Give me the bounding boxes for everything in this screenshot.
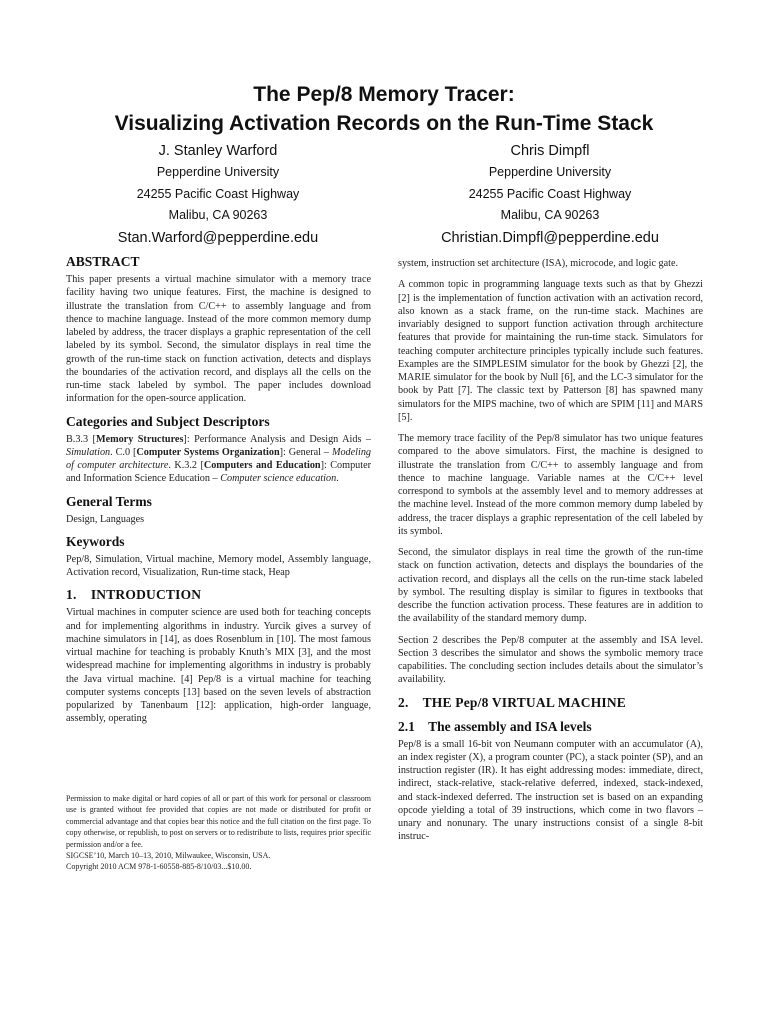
author-affiliation: Pepperdine University bbox=[488, 165, 612, 179]
copyright-info: Copyright 2010 ACM 978-1-60558-885-8/10/03...$10.00. bbox=[66, 862, 252, 872]
author-address: 24255 Pacific Coast Highway bbox=[136, 186, 300, 201]
author-block-1 bbox=[68, 140, 368, 249]
author-name: Chris Dimpfl bbox=[510, 143, 590, 159]
author-address: 24255 Pacific Coast Highway bbox=[468, 186, 632, 201]
author-name: J. Stanley Warford bbox=[158, 143, 278, 159]
cat-text: . bbox=[336, 473, 339, 485]
paragraph: The memory trace facility of the Pep/8 simulator has two unique features compared to the above simulators. First, the machine is designed to illustrate the translation from C/C++ to assembly language and from thence to machine language. Variable names at the C/C++ level correspond to symbols at the assembly level and to memory addresses at the machine level. Instead of the more common memory dump labeled by address, the tracer displays a graphic representation of the cell labeled by its symbol. bbox=[398, 433, 703, 537]
keywords-text: Pep/8, Simulation, Virtual machine, Memory model, Assembly language, Activation record, Visualization, Run-time stack, Heap bbox=[66, 553, 371, 578]
left-column bbox=[66, 254, 371, 734]
introduction-heading: 1. INTRODUCTION bbox=[66, 587, 202, 603]
cat-text: B.3.3 [ bbox=[66, 433, 96, 445]
cat-subject: Modeling of computer architecture bbox=[66, 446, 372, 471]
paragraph: Pep/8 is a small 16-bit von Neumann computer with an accumulator (A), an index register (X), a program counter (PC), a stack pointer (SP), and an instruction register (IR). It has eight addressing modes: immediate, direct, indirect, stack-relative, stack-relative deferred, indexed, stack-indexed, and stack-indexed deferred. The instruction set is based on an expanding opcode yielding a total of 39 instructions, which come in two flavors – unary and nonunary. The unary instructions consist of a single 8-bit instruc- bbox=[398, 738, 703, 843]
cat-text: ]: General – bbox=[279, 446, 332, 458]
categories-heading: Categories and Subject Descriptors bbox=[66, 413, 270, 429]
introduction-text: Virtual machines in computer science are used both for teaching concepts and for implementing algorithms in industry. Yurcik gives a survey of machine simulators in [14], as does Rosenblum in [10]. The most famous virtual machine for teaching is probably Knuth’s MIX [3], and the most widespread machine for implementing algorithms in industry is probably the Java virtual machine. [4] Pep/8 is a virtual machine for teaching computer systems concepts [13] based on the seven levels of abstraction popularized by Tanenbaum [12]: application, high-order language, assembly, operating bbox=[66, 607, 371, 725]
cat-term: Computers and Education bbox=[203, 460, 321, 471]
permission-footnote bbox=[66, 793, 371, 873]
author-email: Christian.Dimpfl@pepperdine.edu bbox=[441, 229, 659, 246]
cat-term: Memory Structures bbox=[95, 433, 184, 445]
abstract-text: This paper presents a virtual machine simulator with a memory trace facility having two unique features. First, the machine is designed to illustrate the translation from C/C++ to assembly language and from thence to machine language. Instead of the more common memory dump labeled by address, the tracer displays a graphic representation of the cell labeled by its symbol. Second, the simulator displays in real time the growth of the run-time stack on function activation, detects and displays the boundaries of the activation record, and displays all the cells on the run-time stack labeled by symbol. The paper includes download information for the open-source application. bbox=[66, 274, 371, 405]
title-line-2: Visualizing Activation Records on the Run-Time Stack bbox=[114, 112, 654, 135]
cat-subject: Simulation bbox=[66, 446, 111, 458]
author-city: Malibu, CA 90263 bbox=[500, 208, 600, 223]
cat-subject: Computer science education bbox=[220, 473, 337, 485]
cat-text: . K.3.2 [ bbox=[168, 460, 204, 471]
paragraph: Section 2 describes the Pep/8 computer at the assembly and ISA level. Section 3 describes the simulator and shows the symbolic memory trace capabilities. The concluding section includes details about the simulator’s availability. bbox=[398, 634, 703, 686]
section-2-1-heading: 2.1 The assembly and ISA levels bbox=[398, 718, 592, 734]
right-column bbox=[398, 257, 703, 852]
general-terms-heading: General Terms bbox=[66, 493, 152, 509]
paragraph: system, instruction set architecture (ISA), microcode, and logic gate. bbox=[398, 258, 679, 269]
author-block-2 bbox=[400, 140, 700, 249]
paper-title bbox=[20, 80, 748, 138]
conference-info: SIGCSE’10, March 10–13, 2010, Milwaukee, Wisconsin, USA. bbox=[66, 851, 271, 861]
cat-term: Computer Systems Organization bbox=[136, 446, 280, 458]
categories-text bbox=[66, 433, 371, 486]
paragraph: Second, the simulator displays in real time the growth of the run-time stack on function activation, detects and displays the boundaries of the activation record, and displays all the cells on the run-time stack labeled by symbol. The resulting display is similar to figures in textbooks that describe the function activation process. These features are in addition to the availability of the standard memory dump. bbox=[398, 547, 703, 625]
cat-text: ]: Performance Analysis and Design Aids – bbox=[183, 433, 371, 445]
section-2-heading: 2. THE Pep/8 VIRTUAL MACHINE bbox=[398, 694, 627, 710]
abstract-heading: ABSTRACT bbox=[66, 254, 140, 269]
general-terms-text: Design, Languages bbox=[66, 513, 145, 525]
cat-text: . C.0 [ bbox=[110, 446, 137, 458]
author-email: Stan.Warford@pepperdine.edu bbox=[117, 229, 319, 246]
author-affiliation: Pepperdine University bbox=[156, 165, 280, 179]
keywords-heading: Keywords bbox=[66, 533, 125, 549]
paragraph: A common topic in programming language texts such as that by Ghezzi [2] is the implementation of function activation with an activation record, also known as a stack frame, on the run-time stack. Machines are invariably designed to support function activation through architecture features that provide for maintaining the run-time stack. Simulators for teaching computer architecture principles typically include such features. Examples are the SIMPLESIM simulator for the book by Ghezzi [2], the MARIE simulator for the book by Null [6], and the LC-3 simulator for the book by Patt [7]. The classic text by Patterson [8] has spawned many simulators for the MIPS machine, two of which are SPIM [11] and MARS [5]. bbox=[398, 279, 703, 423]
cat-text: ]: Computer and Information Science Education – bbox=[66, 460, 372, 485]
title-line-1: The Pep/8 Memory Tracer: bbox=[253, 83, 515, 106]
author-city: Malibu, CA 90263 bbox=[168, 208, 268, 223]
permission-text: Permission to make digital or hard copies of all or part of this work for personal or classroom use is granted without fee provided that copies are not made or distributed for profit or commercial advantage and that copies bear this notice and the full citation on the first page. To copy otherwise, or republish, to post on servers or to redistribute to lists, requires prior specific permission and/or a fee. bbox=[66, 794, 371, 849]
